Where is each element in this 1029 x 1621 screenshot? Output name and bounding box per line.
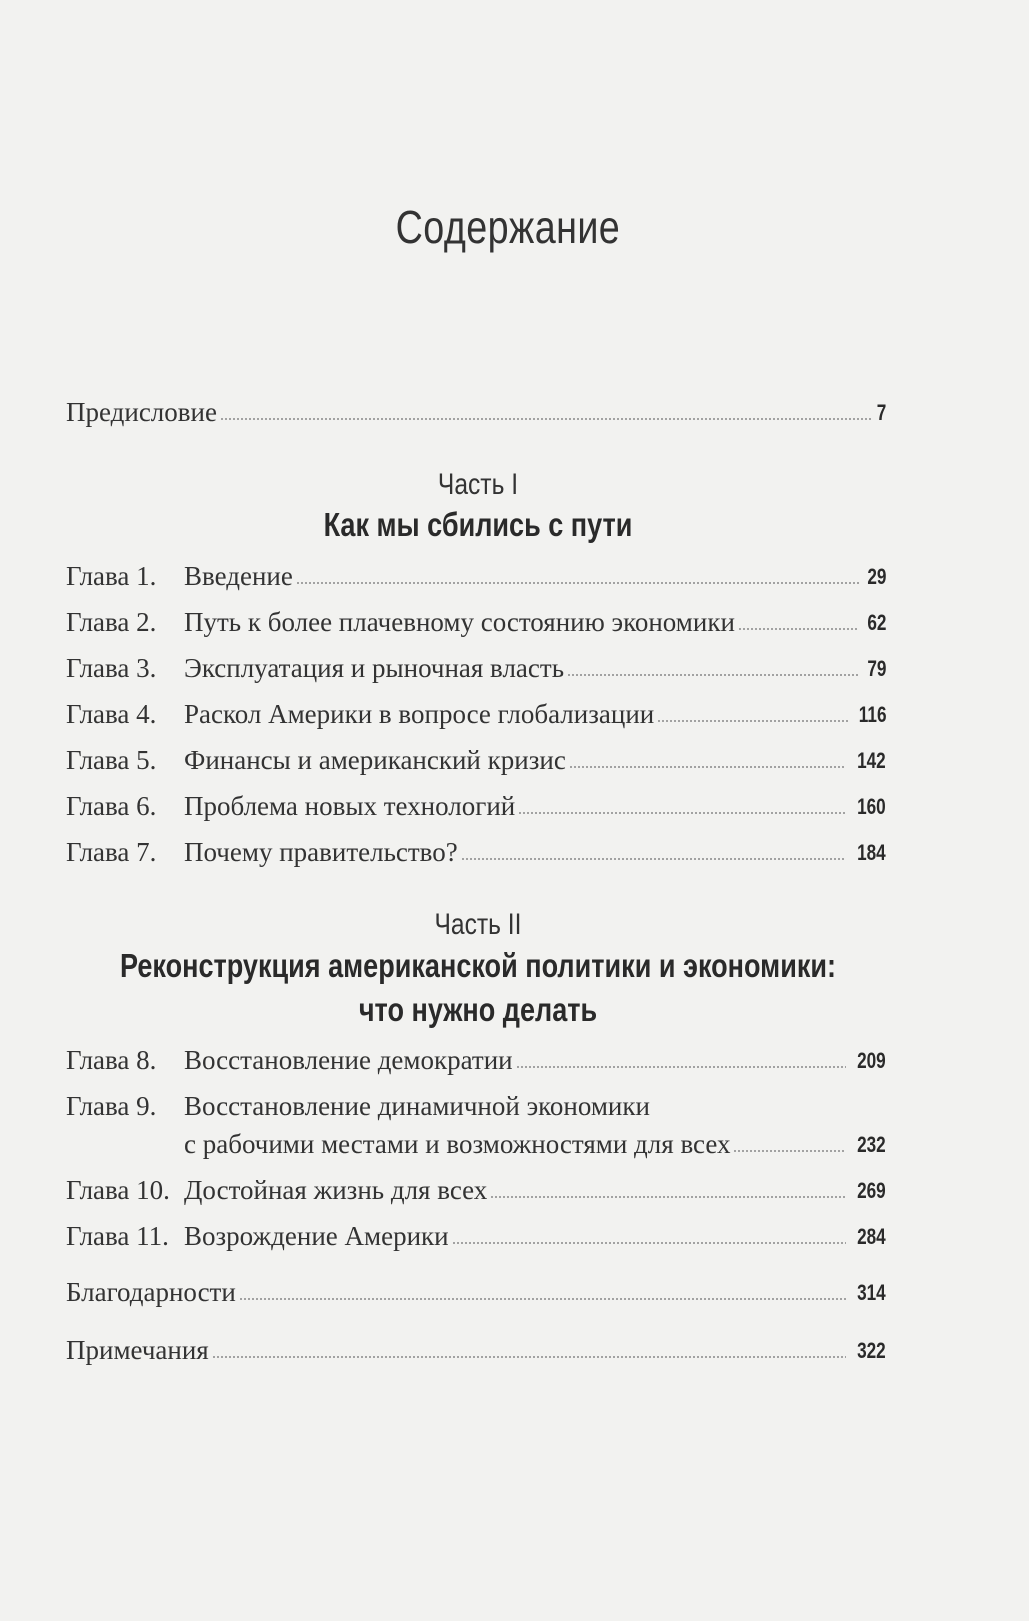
page-number: 284 [857, 1224, 886, 1249]
part2-title-line1: Реконструкция американской политики и экономики: [119, 947, 837, 984]
entry-label: Предисловие [66, 397, 217, 427]
page-number: 62 [866, 610, 886, 635]
part1-title: Как мы сбились с пути [323, 506, 633, 543]
page-number: 184 [857, 840, 886, 865]
entry-label: Благодарности [66, 1277, 236, 1307]
chapter-number: Глава 7. [66, 837, 157, 867]
page-number: 29 [866, 564, 886, 589]
dot-leader [738, 628, 859, 630]
chapter-title: Финансы и американский кризис [184, 745, 566, 775]
page-number: 269 [857, 1178, 886, 1203]
chapter-title: Достойная жизнь для всех [184, 1175, 488, 1205]
chapter-number: Глава 3. [66, 653, 157, 683]
chapter-number: Глава 6. [66, 791, 157, 821]
chapter-number: Глава 2. [66, 607, 157, 637]
chapter-title-continuation: с рабочими местами и возможностями для всех [184, 1129, 731, 1159]
page-number: 209 [857, 1048, 886, 1073]
toc-entry-chapter-11 [66, 1216, 886, 1252]
chapter-title: Возрождение Америки [184, 1221, 449, 1251]
chapter-number: Глава 1. [66, 561, 157, 591]
toc-entry-chapter-5 [66, 740, 886, 776]
dot-leader [490, 1196, 846, 1198]
part2-label: Часть II [434, 908, 522, 941]
toc-entry-notes [66, 1330, 886, 1366]
dot-leader [569, 766, 846, 768]
dot-leader [296, 582, 859, 584]
dot-leader [657, 720, 847, 722]
page-number: 232 [857, 1132, 886, 1157]
chapter-number: Глава 9. [66, 1091, 157, 1121]
part2-title-line2: что нужно делать [358, 991, 598, 1028]
dot-leader [516, 1066, 847, 1068]
page-number: 7 [876, 400, 886, 425]
page-number: 160 [857, 794, 886, 819]
chapter-number: Глава 11. [66, 1221, 169, 1251]
dot-leader [518, 812, 846, 814]
dot-leader [461, 858, 847, 860]
page-number: 322 [857, 1338, 886, 1363]
chapter-title: Восстановление динамичной экономики [184, 1091, 650, 1121]
chapter-title: Раскол Америки в вопросе глобализации [184, 699, 655, 729]
chapter-title: Эксплуатация и рыночная власть [184, 653, 565, 683]
entry-label: Примечания [66, 1335, 209, 1365]
toc-entry-chapter-4 [66, 694, 886, 730]
page-number: 142 [857, 748, 886, 773]
chapter-title: Путь к более плачевному состоянию экономики [184, 607, 735, 637]
page-number: 116 [858, 702, 886, 727]
dot-leader [220, 418, 871, 420]
page-title: Содержание [395, 201, 621, 253]
toc-entry-chapter-3 [66, 648, 886, 684]
chapter-number: Глава 10. [66, 1175, 170, 1205]
toc-entry-chapter-2 [66, 602, 886, 638]
chapter-title: Проблема новых технологий [184, 791, 516, 821]
part1-label: Часть I [437, 468, 519, 501]
toc-entry-chapter-10 [66, 1170, 886, 1206]
toc-entry-chapter-9 [66, 1086, 886, 1122]
dot-leader [212, 1356, 847, 1358]
toc-entry-chapter-9-cont [184, 1124, 886, 1160]
toc-entry-chapter-6 [66, 786, 886, 822]
chapter-number: Глава 5. [66, 745, 157, 775]
chapter-title: Введение [184, 561, 293, 591]
toc-entry-chapter-8 [66, 1040, 886, 1076]
toc-entry-chapter-1 [66, 556, 886, 592]
chapter-number: Глава 4. [66, 699, 157, 729]
dot-leader [239, 1298, 846, 1300]
chapter-title: Почему правительство? [184, 837, 458, 867]
toc-entry-preface [66, 392, 886, 428]
toc-entry-chapter-7 [66, 832, 886, 868]
chapter-number: Глава 8. [66, 1045, 157, 1075]
dot-leader [567, 674, 859, 676]
page-number: 314 [857, 1280, 886, 1305]
dot-leader [733, 1150, 846, 1152]
toc-entry-acknowledgements [66, 1272, 886, 1308]
chapter-title: Восстановление демократии [184, 1045, 513, 1075]
dot-leader [452, 1242, 847, 1244]
page-number: 79 [866, 656, 886, 681]
